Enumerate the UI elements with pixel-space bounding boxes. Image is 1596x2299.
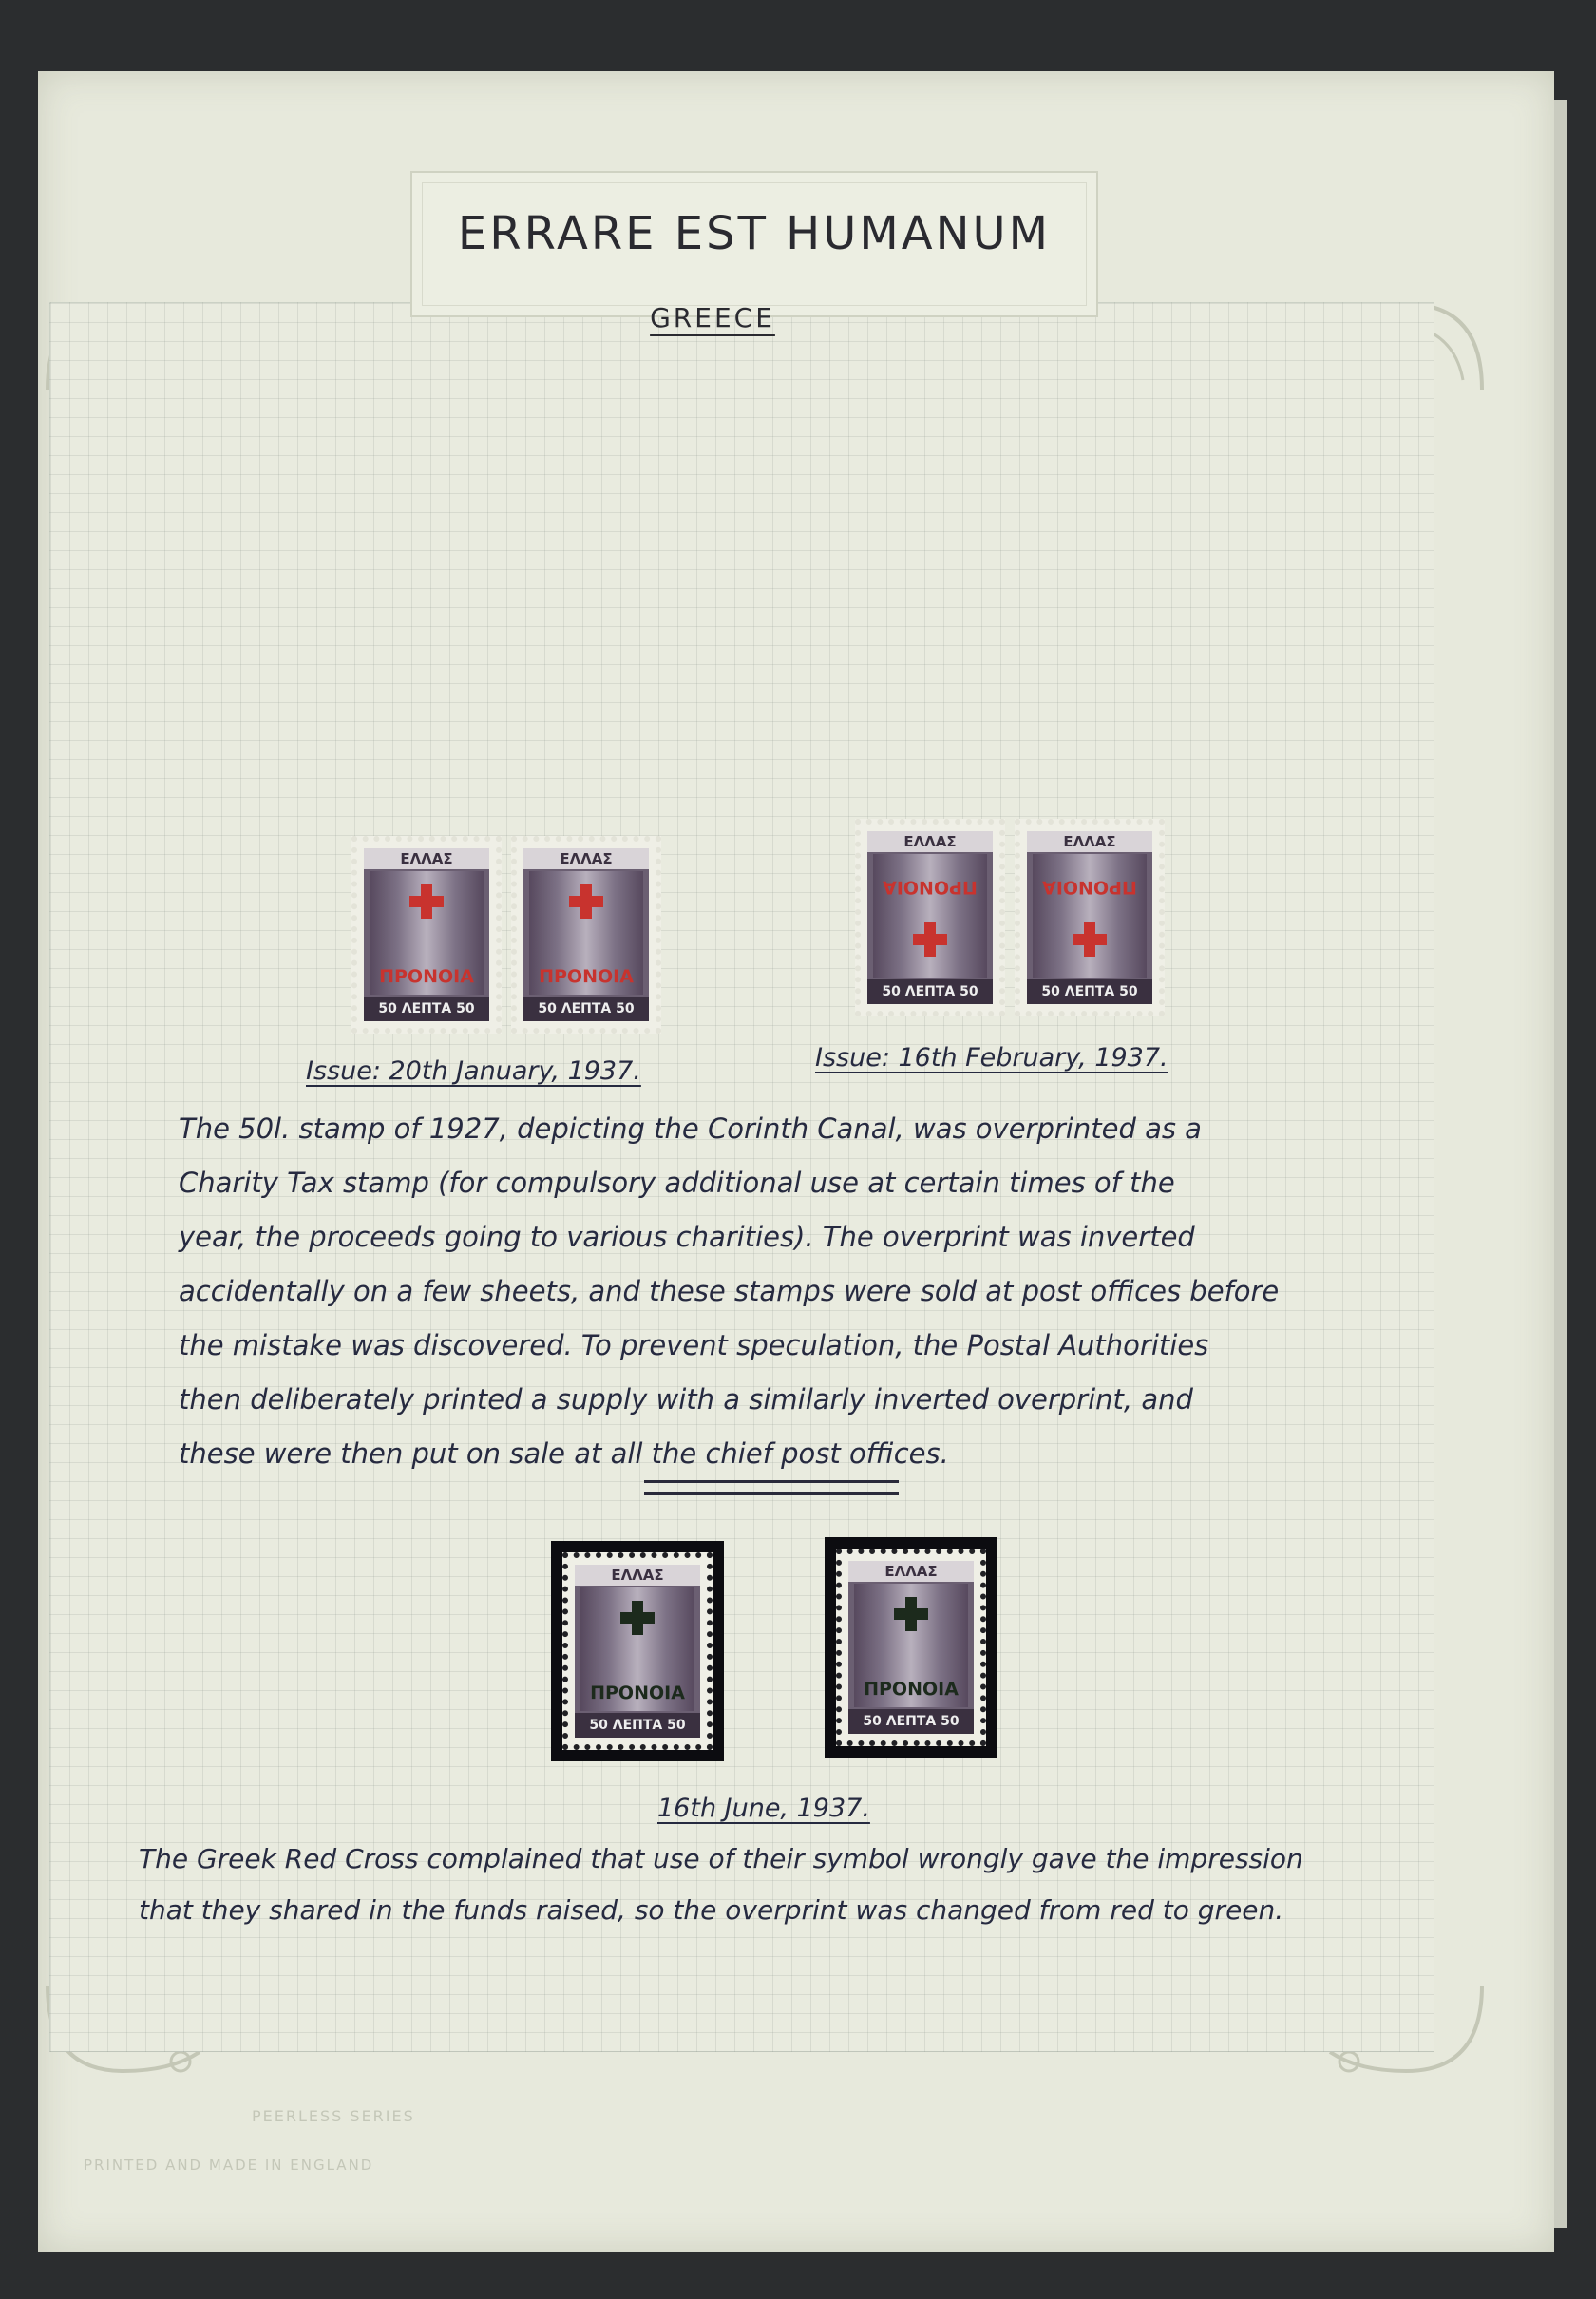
paragraph-line: Charity Tax stamp (for compulsory additional use at certain times of the xyxy=(179,1167,1175,1199)
stamp-overprint: ΠΡΟΝΟΙΑ xyxy=(590,1682,685,1703)
caption-issue-february: Issue: 16th February, 1937. xyxy=(815,1043,1168,1073)
stamp-value-label: 50 ΛΕΠΤΑ 50 xyxy=(1027,979,1152,1004)
page-edge xyxy=(1554,100,1568,2228)
green-cross-icon xyxy=(620,1601,655,1635)
stamp-normal-2 xyxy=(511,836,661,1034)
stamp-design xyxy=(1027,831,1152,1004)
paragraph-overprint-history xyxy=(179,1102,1414,1481)
canal-scene xyxy=(1033,854,1147,978)
stamp-design xyxy=(848,1561,974,1734)
stamp-value-label: 50 ΛΕΠΤΑ 50 xyxy=(867,979,993,1004)
stamp-mount-2 xyxy=(825,1537,998,1758)
red-cross-icon xyxy=(1073,922,1107,957)
stamp-overprint: ΠΡΟΝΟΙΑ xyxy=(539,966,634,987)
stamp-country-label: ΕΛΛΑΣ xyxy=(364,848,489,869)
imprint-made-in: PRINTED AND MADE IN ENGLAND xyxy=(84,2156,374,2174)
red-cross-icon xyxy=(569,884,603,919)
stamp-inverted-2 xyxy=(1015,819,1165,1016)
stamp-value-label: 50 ΛΕΠΤΑ 50 xyxy=(575,1713,700,1738)
caption-issue-january: Issue: 20th January, 1937. xyxy=(306,1056,641,1086)
red-cross-icon xyxy=(409,884,444,919)
stamp-country-label: ΕΛΛΑΣ xyxy=(867,831,993,852)
divider-rule xyxy=(644,1480,899,1495)
stamp-normal-1 xyxy=(352,836,502,1034)
stamp-mount-1 xyxy=(551,1541,724,1761)
stamp-design xyxy=(867,831,993,1004)
stamp-overprint-inverted: ΠΡΟΝΟΙΑ xyxy=(883,877,978,898)
stamp-country-label: ΕΛΛΑΣ xyxy=(575,1565,700,1586)
paragraph-line: these were then put on sale at all the chief post offices. xyxy=(179,1437,949,1470)
paragraph-red-cross xyxy=(139,1834,1469,1936)
stamp-value-label: 50 ΛΕΠΤΑ 50 xyxy=(848,1709,974,1734)
stamp-design xyxy=(523,848,649,1021)
red-cross-icon xyxy=(913,922,947,957)
stamp-inverted-1 xyxy=(855,819,1005,1016)
stamp-value-label: 50 ΛΕΠΤΑ 50 xyxy=(364,997,489,1021)
paragraph-line: The 50l. stamp of 1927, depicting the Corinth Canal, was overprinted as a xyxy=(179,1112,1202,1145)
stamp-value-label: 50 ΛΕΠΤΑ 50 xyxy=(523,997,649,1021)
canal-scene xyxy=(873,854,987,978)
paragraph-line: the mistake was discovered. To prevent speculation, the Postal Authorities xyxy=(179,1329,1209,1361)
stamp-overprint: ΠΡΟΝΟΙΑ xyxy=(379,966,474,987)
country-heading: GREECE xyxy=(650,302,775,333)
stamp-design xyxy=(364,848,489,1021)
title-panel xyxy=(410,171,1098,317)
paragraph-line: that they shared in the funds raised, so the overprint was changed from red to green. xyxy=(139,1894,1284,1926)
stamp-green-2 xyxy=(836,1548,986,1746)
stamp-country-label: ΕΛΛΑΣ xyxy=(523,848,649,869)
stamp-overprint-inverted: ΠΡΟΝΟΙΑ xyxy=(1042,877,1137,898)
stamp-country-label: ΕΛΛΑΣ xyxy=(848,1561,974,1582)
paragraph-line: The Greek Red Cross complained that use of their symbol wrongly gave the impression xyxy=(139,1843,1303,1874)
page-title: ERRARE EST HUMANUM xyxy=(457,207,1052,260)
paragraph-line: then deliberately printed a supply with a similarly inverted overprint, and xyxy=(179,1383,1193,1416)
imprint-series: PEERLESS SERIES xyxy=(252,2107,415,2125)
paragraph-line: accidentally on a few sheets, and these stamps were sold at post offices before xyxy=(179,1275,1280,1307)
stamp-green-1 xyxy=(562,1552,712,1750)
stamp-country-label: ΕΛΛΑΣ xyxy=(1027,831,1152,852)
paragraph-line: year, the proceeds going to various charities). The overprint was inverted xyxy=(179,1221,1195,1253)
stamp-design xyxy=(575,1565,700,1738)
green-cross-icon xyxy=(894,1597,928,1631)
stamp-overprint: ΠΡΟΝΟΙΑ xyxy=(864,1679,959,1700)
caption-issue-june: 16th June, 1937. xyxy=(657,1794,870,1823)
